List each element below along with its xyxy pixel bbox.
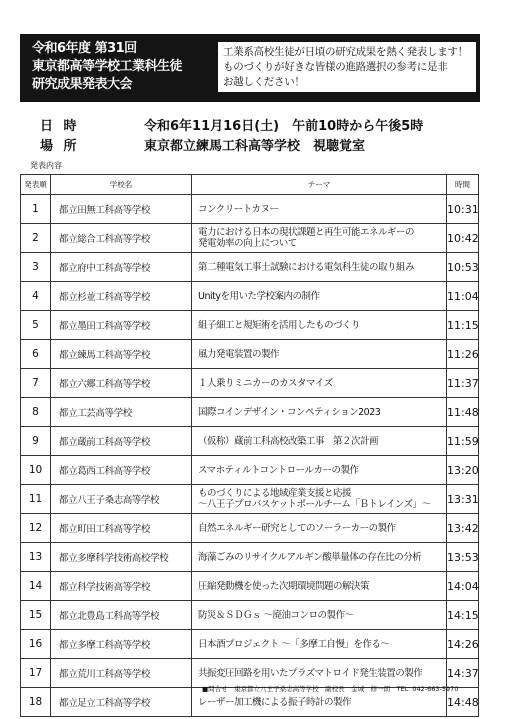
theme-line: 圧縮発動機を使った次期環境問題の解決策	[198, 580, 370, 592]
table-header-row	[21, 175, 479, 195]
contact-footer: ■問合せ 東京都立八王子桑志高等学校 副校長 金城 修一朗 TEL 042-663-5970	[202, 685, 459, 693]
presentation-theme	[192, 253, 447, 282]
table-row	[21, 253, 479, 282]
event-title-line: 東京都高等学校工業科生徒	[32, 59, 183, 74]
theme-line: 第二種電気工事士試験における電気科生徒の取り組み	[198, 261, 415, 273]
table-body	[21, 195, 479, 717]
school-name: 都立多摩工科高等学校	[51, 630, 192, 659]
table-row	[21, 311, 479, 340]
presentation-time: 14:26	[447, 630, 479, 659]
school-name: 都立足立工科高等学校	[51, 688, 192, 717]
theme-line: 防災＆ＳＤＧｓ ～廃油コンロの製作～	[198, 609, 354, 621]
table-row	[21, 340, 479, 369]
presentation-time: 14:15	[447, 601, 479, 630]
school-name: 都立府中工科高等学校	[51, 253, 192, 282]
header-banner	[20, 34, 480, 102]
presentation-time: 14:37	[447, 659, 479, 688]
presentation-time: 13:42	[447, 514, 479, 543]
event-title-line: 令和6年度 第31回	[32, 41, 137, 56]
school-name: 都立葛西工科高等学校	[51, 456, 192, 485]
presentation-order: 7	[21, 369, 51, 398]
presentation-time: 11:04	[447, 282, 479, 311]
presentation-order: 4	[21, 282, 51, 311]
presentation-time: 11:15	[447, 311, 479, 340]
event-place	[40, 135, 365, 154]
presentation-theme	[192, 485, 447, 514]
school-name: 都立八王子桑志高等学校	[51, 485, 192, 514]
table-row	[21, 195, 479, 224]
presentation-theme	[192, 398, 447, 427]
presentation-order: 5	[21, 311, 51, 340]
presentation-theme	[192, 340, 447, 369]
school-name: 都立科学技術高等学校	[51, 572, 192, 601]
presentation-order: 14	[21, 572, 51, 601]
presentation-theme	[192, 369, 447, 398]
presentation-order: 6	[21, 340, 51, 369]
presentation-time: 11:48	[447, 398, 479, 427]
presentation-order: 11	[21, 485, 51, 514]
column-header-time: 時間	[447, 175, 479, 195]
presentation-theme	[192, 427, 447, 456]
school-name: 都立多摩科学技術高校学校	[51, 543, 192, 572]
presentation-time: 11:59	[447, 427, 479, 456]
presentation-theme	[192, 456, 447, 485]
presentation-theme	[192, 572, 447, 601]
invitation-line: お越しください！	[223, 76, 305, 88]
presentation-time: 14:48	[447, 688, 479, 717]
theme-line: ものづくりによる地域産業支援と応援	[198, 488, 352, 499]
school-name: 都立墨田工科高等学校	[51, 311, 192, 340]
event-title-line: 研究成果発表大会	[32, 77, 133, 92]
theme-line: 電力における日本の現状課題と再生可能エネルギーの	[198, 227, 415, 238]
presentation-time: 10:53	[447, 253, 479, 282]
school-name: 都立杉並工科高等学校	[51, 282, 192, 311]
school-name: 都立蔵前工科高等学校	[51, 427, 192, 456]
table-row	[21, 427, 479, 456]
theme-line: コンクリートカヌー	[198, 203, 279, 215]
presentation-order: 18	[21, 688, 51, 717]
school-name: 都立荒川工科高等学校	[51, 659, 192, 688]
school-name: 都立六郷工科高等学校	[51, 369, 192, 398]
presentation-order: 13	[21, 543, 51, 572]
theme-line: 風力発電装置の製作	[198, 348, 280, 360]
presentation-time: 11:37	[447, 369, 479, 398]
invitation-message	[218, 42, 476, 92]
table-row	[21, 456, 479, 485]
table-row	[21, 630, 479, 659]
presentation-theme	[192, 601, 447, 630]
column-header-order: 発表順	[21, 175, 51, 195]
school-name: 都立練馬工科高等学校	[51, 340, 192, 369]
date-label: 日 時	[40, 119, 80, 134]
presentation-order: 15	[21, 601, 51, 630]
theme-line: 発電効率の向上について	[198, 238, 297, 249]
table-row	[21, 224, 479, 253]
theme-line: 組子細工と規矩術を活用したものづくり	[198, 319, 361, 331]
theme-line: レーザー加工機による振子時計の製作	[198, 696, 352, 708]
presentation-time: 13:20	[447, 456, 479, 485]
theme-line: 海藻ごみのリサイクルアルギン酸単量体の存在比の分析	[198, 551, 422, 563]
table-row	[21, 601, 479, 630]
school-name: 都立町田工科高等学校	[51, 514, 192, 543]
theme-line: 自然エネルギー研究としてのソーラーカーの製作	[198, 522, 396, 534]
theme-line: 共振変圧回路を用いたプラズマトロイド発生装置の製作	[198, 667, 423, 679]
presentation-order: 10	[21, 456, 51, 485]
theme-line: ～八王子プロバスケットボールチーム「Ｂトレインズ」～	[198, 499, 431, 510]
event-title	[32, 40, 204, 94]
column-header-theme: テーマ	[192, 175, 447, 195]
table-row	[21, 543, 479, 572]
school-name: 都立総合工科高等学校	[51, 224, 192, 253]
presentation-time: 13:31	[447, 485, 479, 514]
presentation-order: 2	[21, 224, 51, 253]
theme-line: スマホティルトコントロールカーの製作	[198, 464, 359, 476]
date-value: 令和6年11月16日(土) 午前10時から午後5時	[144, 119, 424, 134]
place-value: 東京都立練馬工科高等学校 視聴覚室	[144, 139, 366, 154]
presentation-theme	[192, 311, 447, 340]
school-name: 都立工芸高等学校	[51, 398, 192, 427]
presentation-time: 14:04	[447, 572, 479, 601]
invitation-line: ものづくりが好きな皆様の進路選択の参考に是非	[223, 61, 448, 73]
school-name: 都立北豊島工科高等学校	[51, 601, 192, 630]
presentation-theme	[192, 195, 447, 224]
presentation-time: 10:31	[447, 195, 479, 224]
column-header-school: 学校名	[51, 175, 192, 195]
table-row	[21, 572, 479, 601]
presentation-time: 11:26	[447, 340, 479, 369]
table-row	[21, 369, 479, 398]
presentation-time: 10:42	[447, 224, 479, 253]
table-row	[21, 282, 479, 311]
presentation-theme	[192, 630, 447, 659]
theme-line: 日本酒プロジェクト ～「多摩工自慢」を作る～	[198, 638, 390, 650]
table-row	[21, 485, 479, 514]
presentation-order: 16	[21, 630, 51, 659]
place-label: 場 所	[40, 139, 80, 154]
presentation-order: 9	[21, 427, 51, 456]
presentation-time: 13:53	[447, 543, 479, 572]
theme-line: （仮称）蔵前工科高校改築工事 第２次計画	[198, 435, 379, 447]
school-name: 都立田無工科高等学校	[51, 195, 192, 224]
presentation-theme	[192, 543, 447, 572]
presentation-theme	[192, 224, 447, 253]
presentation-order: 17	[21, 659, 51, 688]
theme-line: 国際コインデザイン・コンペティション2023	[198, 406, 381, 418]
presentation-theme	[192, 514, 447, 543]
theme-line: １人乗りミニカーのカスタマイズ	[198, 377, 333, 389]
section-label: 発表内容	[30, 161, 62, 170]
presentation-table	[20, 174, 479, 717]
theme-line: Unityを用いた学校案内の制作	[198, 290, 320, 302]
presentation-order: 8	[21, 398, 51, 427]
table-row	[21, 398, 479, 427]
presentation-theme	[192, 282, 447, 311]
event-date	[40, 115, 423, 134]
presentation-order: 12	[21, 514, 51, 543]
table-row	[21, 514, 479, 543]
invitation-line: 工業系高校生徒が日頃の研究成果を熱く発表します！	[223, 46, 468, 58]
presentation-order: 3	[21, 253, 51, 282]
presentation-order: 1	[21, 195, 51, 224]
